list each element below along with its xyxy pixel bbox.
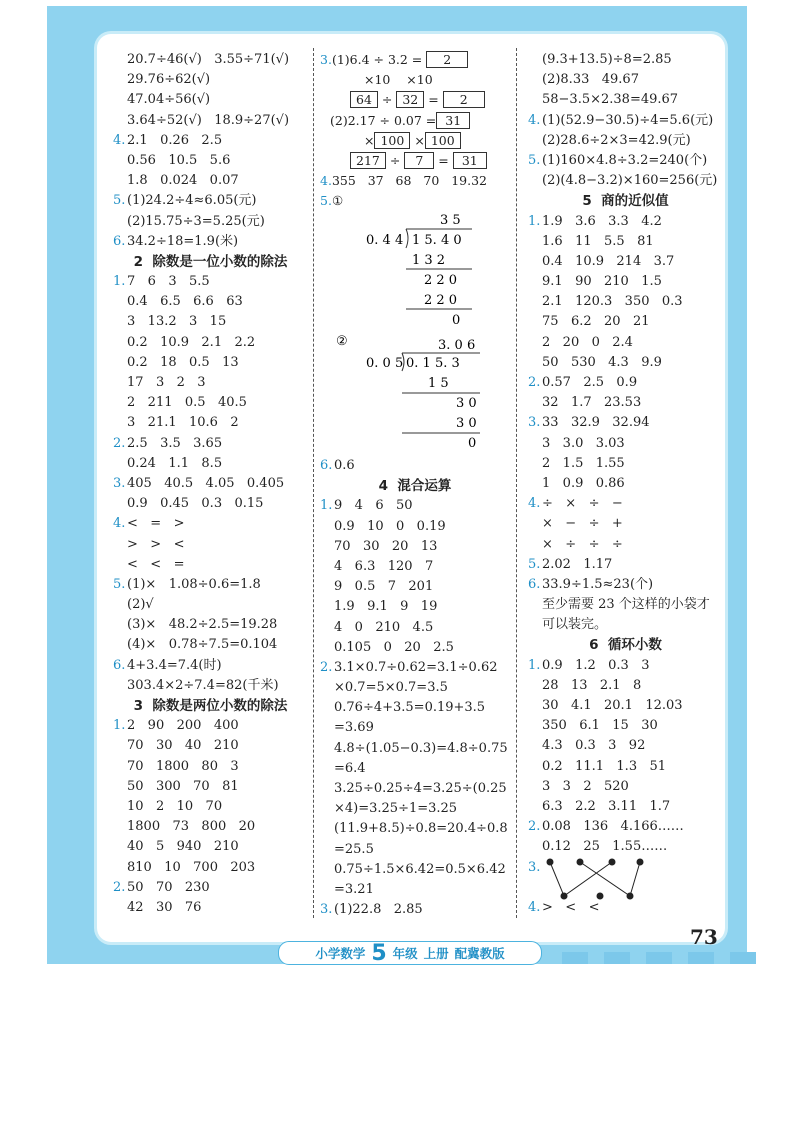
answer-text: 70 30 20 13 [334,538,438,554]
answer-line [528,615,723,635]
answer-text: 355 37 68 70 19.32 [331,173,487,189]
answer-line [113,212,308,232]
answer-text: (1)22.8 2.85 [334,902,423,918]
question-number: 4. [113,132,126,148]
answer-text: 0.2 18 0.5 13 [127,354,239,370]
answer-line [113,434,308,454]
section-heading: 5 商的近似值 [582,193,669,210]
division-step: 3 0 [456,416,477,431]
operator: × [364,132,375,148]
answer-text: > > < [127,536,185,552]
answer-line [528,151,723,171]
question-number: 2. [320,659,333,675]
division-step: 0 [452,313,461,328]
answer-text: (2)28.6÷2×3=42.9(元) [542,132,691,148]
answer-text: 70 1800 80 3 [127,758,239,774]
answer-text: 1.9 3.6 3.3 4.2 [542,213,662,229]
answer-text: 29.76÷62(√) [127,72,211,88]
answer-text: 6.3 2.2 3.11 1.7 [542,798,671,814]
answer-text: 2 20 0 2.4 [542,334,633,350]
answer-text: 4 6.3 120 7 [334,558,434,574]
answer-line [528,373,723,393]
answer-text: 28 13 2.1 8 [542,677,642,693]
answer-text: × ÷ ÷ ÷ [542,536,623,552]
question-number: 6. [320,458,333,473]
answer-text: ×4)=3.25÷1=3.25 [334,801,458,817]
answer-text: 可以装完。 [542,617,608,633]
division-divisor: 0. 4 4 [366,233,404,248]
answer-line [528,716,723,736]
question-number: 6. [113,657,126,673]
answer-text: (2)15.75÷3=5.25(元) [127,213,265,229]
answer-text: 4 0 210 4.5 [334,619,434,635]
answer-column-3 [528,50,723,918]
answer-line [113,454,308,474]
answer-line [528,292,723,312]
answer-text: < = > [127,516,185,532]
answer-box: 31 [436,112,470,129]
footer-term: 上册 [423,946,449,961]
sub-label: ① [331,193,344,209]
question-number: 3. [320,902,333,918]
answer-text: 50 300 70 81 [127,778,239,794]
answer-box: 7 [404,152,434,169]
answer-line [113,413,308,433]
answer-text: 9.1 90 210 1.5 [542,274,662,290]
answer-text: 3 3.0 3.03 [542,435,625,451]
answer-text: 4.3 0.3 3 92 [542,738,646,754]
answer-line [528,333,723,353]
answer-text: 1.9 9.1 9 19 [334,599,438,615]
answer-text: 1.6 11 5.5 81 [542,233,654,249]
answer-line [113,232,308,252]
answer-line [320,819,510,839]
answer-text: 0.9 0.45 0.3 0.15 [127,496,264,512]
division-step: 3 0 [456,396,477,411]
question-number: 2. [528,819,541,835]
answer-line [320,718,510,738]
section-heading: 6 循环小数 [589,637,662,654]
answer-text: 至少需要 23 个这样的小袋才 [542,597,710,613]
answer-box: 32 [396,91,424,108]
answer-text: 20.7÷46(√) 3.55÷71(√) [127,52,290,67]
answer-text: (4)× 0.78÷7.5=0.104 [127,637,278,653]
answer-line [113,514,308,534]
answer-line [113,151,308,171]
section-heading: 4 混合运算 [378,478,452,495]
answer-text: (2)√ [127,597,154,613]
answer-text: 30 4.1 20.1 12.03 [542,698,683,713]
answer-line [528,555,723,575]
answer-text: 3 21.1 10.6 2 [127,415,239,431]
answer-line [113,878,308,898]
answer-text: 0.4 10.9 214 3.7 [542,253,675,269]
answer-line [320,496,510,516]
answer-line [528,272,723,292]
answer-text: 2 1.5 1.55 [542,455,625,471]
answer-line [320,698,510,718]
answer-line [320,456,510,476]
division-step: 0 [468,436,477,451]
answer-text: 3.25÷0.25÷4=3.25÷(0.25 [334,781,507,796]
answer-text: 40 5 940 210 [127,839,239,855]
answer-line [113,333,308,353]
answer-line [528,454,723,474]
question-number: 5. [528,556,541,572]
answer-line [113,171,308,191]
answer-text: (11.9+8.5)÷0.8=20.4÷0.8 [334,821,508,837]
multiply-arrow-label: ×10 ×10 [364,72,433,88]
question-number: 6. [113,233,126,249]
section-heading: 3 除数是两位小数的除法 [133,698,288,714]
answer-text: 2.02 1.17 [542,556,613,572]
answer-line [320,618,510,638]
answer-column-2-top [320,50,510,212]
answer-line [320,779,510,799]
answer-line [113,111,308,131]
answer-text: (3)× 48.2÷2.5=19.28 [127,617,278,633]
question-number: 4. [528,496,541,512]
question-number: 4. [528,899,541,915]
answer-text: 0.12 25 1.55…… [542,839,668,855]
answer-text: =3.69 [334,720,374,736]
answer-text: 70 30 40 210 [127,738,239,754]
question-number: 1. [528,213,541,229]
answer-line [528,413,723,433]
footer-grade-number: 5 [371,940,387,966]
long-division-1 [330,212,510,332]
answer-line [320,840,510,860]
decorative-bars [562,952,756,964]
answer-box: 2 [443,91,485,108]
answer-line [528,212,723,232]
answer-text: 0.2 10.9 2.1 2.2 [127,334,256,350]
answer-box: 100 [425,132,461,149]
answer-line [113,555,308,575]
answer-line [113,817,308,837]
answer-text: (9.3+13.5)÷8=2.85 [542,52,672,67]
answer-line [528,171,723,191]
answer-line [113,898,308,918]
answer-text: 34.2÷18=1.9(米) [127,233,239,249]
question-number: 5. [528,152,541,168]
answer-text: =3.21 [334,881,374,897]
answer-text: 17 3 2 3 [127,375,206,390]
answer-text: 0.2 11.1 1.3 51 [542,758,667,774]
question-number: 1. [113,274,126,290]
answer-text: 4.8÷(1.05−0.3)=4.8÷0.75 [334,740,508,756]
answer-text: 3.1×0.7÷0.62=3.1÷0.62 [334,659,498,675]
answer-text: 2.5 3.5 3.65 [127,435,223,451]
answer-line [113,797,308,817]
answer-line [113,858,308,878]
answer-line [320,658,510,678]
answer-line [528,131,723,151]
answer-line [113,595,308,615]
answer-text: ÷ × ÷ − [542,496,623,512]
answer-line [320,597,510,617]
answer-text: 50 530 4.3 9.9 [542,354,662,370]
answer-line [113,272,308,292]
answer-line [528,252,723,272]
answer-text: (1)(52.9−30.5)÷4=5.6(元) [542,112,714,128]
answer-line [113,312,308,332]
answer-line [528,70,723,90]
answer-text: 1800 73 800 20 [127,819,256,835]
answer-text: 2 211 0.5 40.5 [127,395,247,411]
answer-line [320,880,510,900]
answer-text: 33.9÷1.5≈23(个) [542,576,654,592]
answer-line [528,595,723,615]
answer-line [113,474,308,494]
answer-line [113,70,308,90]
answer-line [528,696,723,716]
answer-text: 0.9 10 0 0.19 [334,518,446,534]
division-dividend: 1 5. 4 0 [412,233,462,248]
matching-diagram [540,856,650,902]
division-step: 1 3 2 [412,253,446,268]
answer-text: (2)(4.8−3.2)×160=256(元) [542,173,718,189]
answer-text: × − ÷ + [542,516,623,532]
answer-text: 810 10 700 203 [127,859,256,875]
question-number: 3. [320,52,332,67]
operator: = [428,92,439,108]
answer-text: (1)24.2÷4≈6.05(元) [127,193,257,209]
answer-line [113,757,308,777]
answer-text: 10 2 10 70 [127,798,223,814]
division-dividend: 0. 1 5. 3 [406,356,460,371]
answer-text: 0.9 1.2 0.3 3 [542,657,650,673]
answer-text: 7 6 3 5.5 [127,274,210,290]
question-number: 2. [113,435,126,451]
column-divider [516,48,517,918]
answer-line [113,535,308,555]
division-quotient: 3 5 [440,213,461,228]
answer-line [113,191,308,211]
answer-text: 3.64÷52(√) 18.9÷27(√) [127,112,290,128]
answer-text: =6.4 [334,760,366,776]
question-number: 1. [320,498,333,514]
long-division-2 [330,333,510,453]
question-number: 1. [528,657,541,673]
answer-line [528,434,723,454]
answer-line [320,759,510,779]
answer-line [528,474,723,494]
answer-text: 0.4 6.5 6.6 63 [127,294,243,310]
answer-line [320,517,510,537]
answer-text: 2 90 200 400 [127,718,239,734]
answer-box: 2 [426,51,468,68]
equation-text: (1)6.4 ÷ 3.2 = [331,52,423,67]
answer-text: 0.57 2.5 0.9 [542,375,638,390]
answer-text: 4+3.4=7.4(时) [127,657,222,673]
answer-text: 3 13.2 3 15 [127,314,227,330]
answer-line [528,817,723,837]
question-number: 4. [528,112,541,128]
question-number: 3. [528,415,541,431]
question-number: 4. [113,516,126,532]
answer-text: < < = [127,556,185,572]
sub-label: ② [336,334,348,349]
answer-box: 31 [453,152,487,169]
answer-text: ×0.7=5×0.7=3.5 [334,680,448,696]
answer-text: (1)160×4.8÷3.2=240(个) [542,152,708,168]
answer-text: 0.6 [334,458,355,473]
answer-line [113,575,308,595]
answer-text: 9 0.5 7 201 [334,579,434,595]
division-step: 2 2 0 [424,273,458,288]
operator: = [438,152,449,168]
answer-line [528,656,723,676]
answer-text: 303.4×2÷7.4=82(千米) [127,677,279,693]
column-divider [313,48,314,918]
answer-line [320,739,510,759]
operator: ÷ [389,152,401,168]
footer-banner [278,941,542,965]
answer-line [113,736,308,756]
answer-line [528,393,723,413]
answer-text: 32 1.7 23.53 [542,395,642,411]
question-number: 6. [528,576,541,592]
operator: ÷ [381,92,393,108]
answer-box: 64 [350,91,378,108]
answer-line [113,292,308,312]
answer-text: 47.04÷56(√) [127,92,211,108]
answer-text: 50 70 230 [127,879,210,895]
answer-text: 0.56 10.5 5.6 [127,152,231,168]
answer-line [528,232,723,252]
question-number: 1. [113,718,126,734]
footer-grade: 年级 [392,946,418,961]
answer-text: =25.5 [334,841,374,857]
answer-line [113,656,308,676]
answer-text: 0.08 136 4.166…… [542,819,684,835]
answer-column-1 [113,50,308,918]
answer-text: 2.1 0.26 2.5 [127,132,223,148]
answer-text: 42 30 76 [127,899,202,915]
answer-line [113,676,308,696]
answer-line [320,557,510,577]
equation-text: (2)2.17 ÷ 0.07 = [330,112,437,128]
answer-text: 350 6.1 15 30 [542,718,658,734]
answer-line [320,799,510,819]
answer-box: 100 [374,132,410,149]
answer-line [528,494,723,514]
answer-text: 0.105 0 20 2.5 [334,639,454,655]
answer-text: 9 4 6 50 [334,498,413,514]
answer-column-2-bottom [320,456,510,920]
answer-line [113,90,308,110]
answer-line [320,638,510,658]
answer-line [320,860,510,880]
operator: × [414,132,425,148]
answer-line [320,900,510,920]
page-number: 73 [690,925,718,949]
section-heading: 2 除数是一位小数的除法 [133,253,288,270]
question-number: 5. [320,193,332,209]
answer-text: 0.75÷1.5×6.42=0.5×6.42 [334,861,506,877]
question-number: 3. [113,475,126,491]
question-number: 5. [113,576,126,592]
answer-text: > < < [542,899,600,915]
answer-line [113,615,308,635]
footer-subject: 小学数学 [315,946,366,961]
answer-text: 1.8 0.024 0.07 [127,173,239,189]
answer-text: 58−3.5×2.38=49.67 [542,92,679,108]
answer-line [528,90,723,110]
answer-line [528,50,723,70]
question-number: 2. [528,375,541,390]
division-quotient: 3. 0 6 [438,338,476,353]
answer-text: 1 0.9 0.86 [542,475,625,491]
footer-edition: 配冀教版 [454,946,505,961]
answer-line [528,514,723,534]
answer-line [320,577,510,597]
answer-line [113,494,308,514]
answer-line [320,537,510,557]
answer-line [113,353,308,373]
question-number: 4. [320,173,332,189]
division-divisor: 0. 0 5 [366,356,404,371]
answer-line [113,716,308,736]
answer-text: (2)8.33 49.67 [542,72,639,88]
answer-line [528,312,723,332]
answer-box: 217 [350,152,386,169]
answer-line [113,373,308,393]
answer-text: 2.1 120.3 350 0.3 [542,294,683,310]
answer-line [528,777,723,797]
answer-line [113,635,308,655]
answer-line [528,797,723,817]
answer-text: 405 40.5 4.05 0.405 [127,475,285,491]
answer-text: (1)× 1.08÷0.6=1.8 [127,576,261,592]
answer-line [528,837,723,857]
answer-line [113,131,308,151]
answer-line [528,535,723,555]
answer-text: 3 3 2 520 [542,778,629,794]
question-number: 2. [113,879,126,895]
answer-text: 33 32.9 32.94 [542,415,650,431]
answer-line [113,837,308,857]
answer-line [528,676,723,696]
question-number: 5. [113,193,126,209]
answer-line [320,678,510,698]
answer-line [528,757,723,777]
answer-line [113,393,308,413]
answer-line [528,736,723,756]
answer-line [528,111,723,131]
answer-text: 0.24 1.1 8.5 [127,455,223,471]
answer-line [113,777,308,797]
answer-line [528,575,723,595]
answer-text: 75 6.2 20 21 [542,314,650,330]
division-step: 1 5 [428,376,449,391]
answer-line [528,353,723,373]
answer-text: 0.76÷4+3.5=0.19+3.5 [334,700,486,716]
answer-line [113,50,308,70]
division-step: 2 2 0 [424,293,458,308]
question-number: 3. [528,859,541,875]
